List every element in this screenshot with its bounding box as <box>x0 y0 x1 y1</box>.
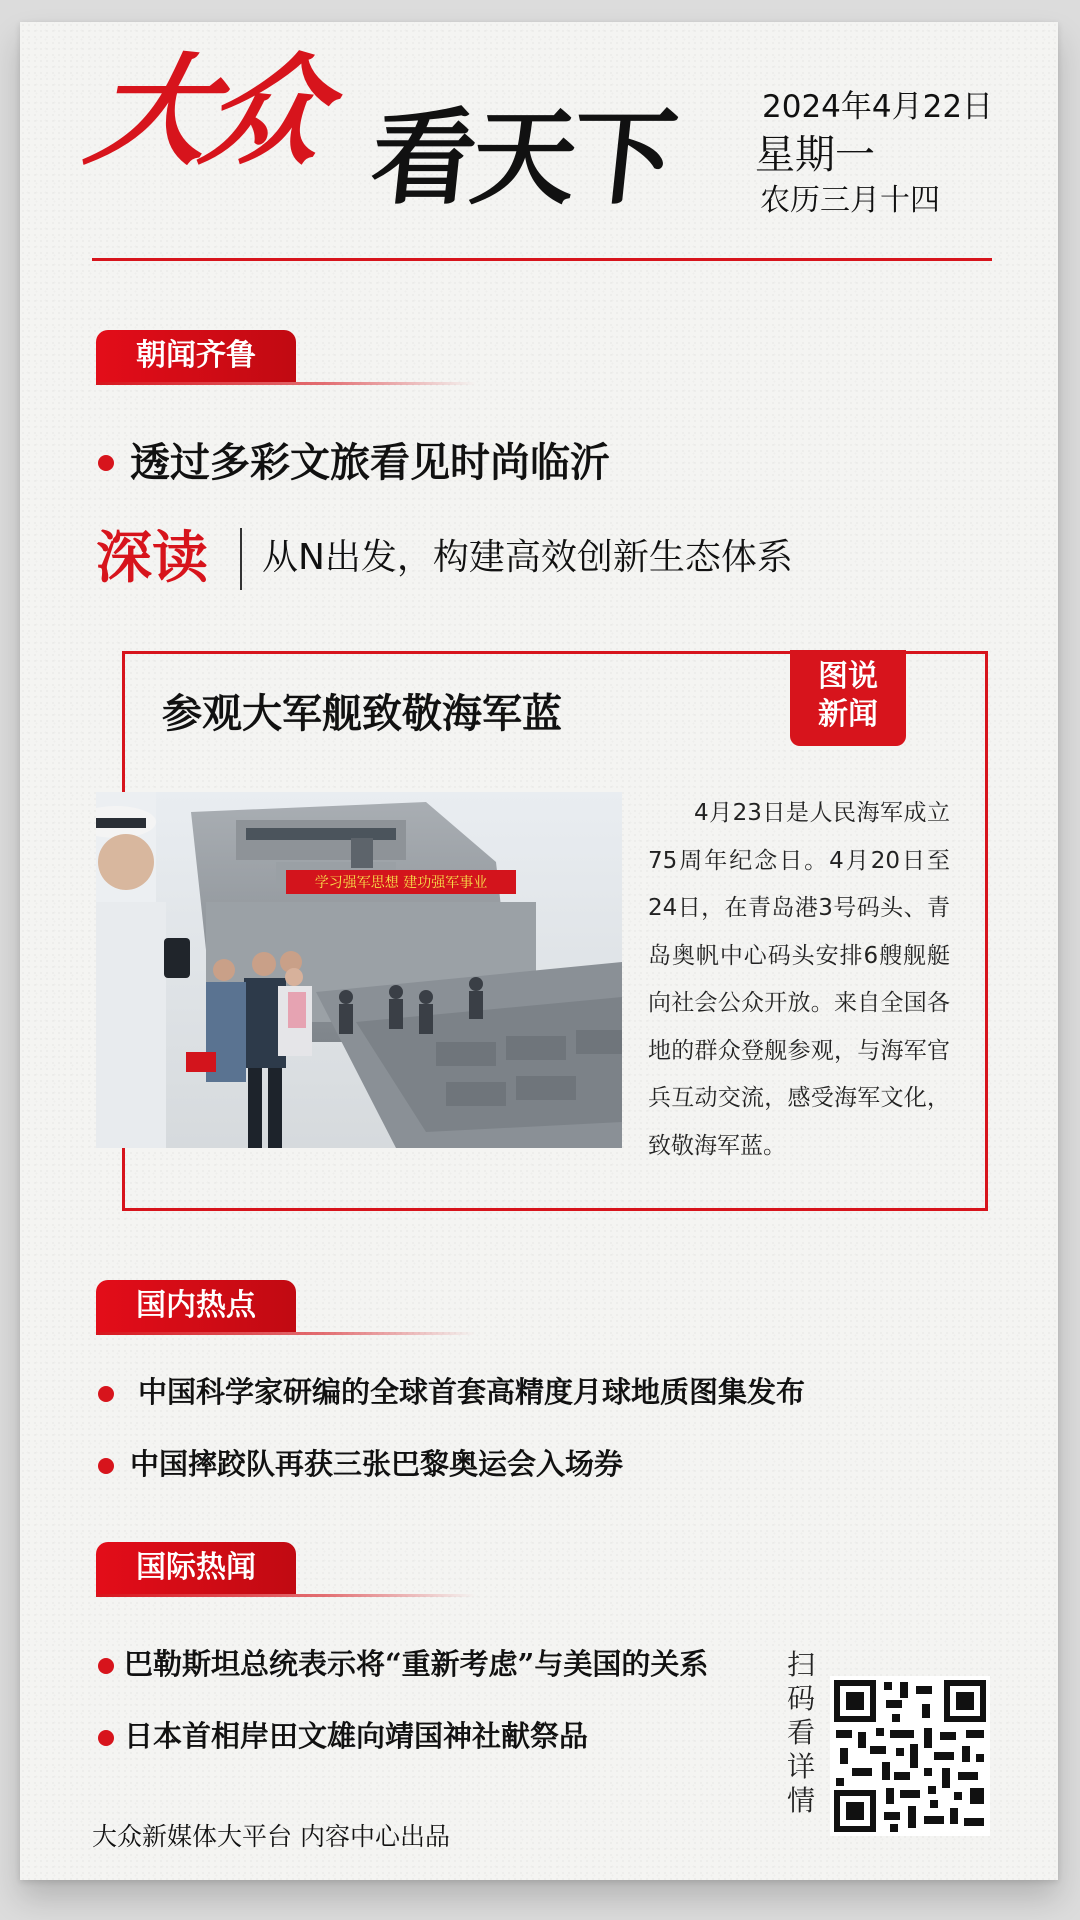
scan-prompt <box>786 1648 816 1818</box>
footer-credit: 大众新媒体大平台 内容中心出品 <box>92 1822 450 1851</box>
date-text: 2024年4月22日 <box>762 89 994 125</box>
international-news-item[interactable]: 巴勒斯坦总统表示将“重新考虑”与美国的关系 <box>124 1647 709 1681</box>
headline-linyi[interactable]: 透过多彩文旅看见时尚临沂 <box>130 439 610 486</box>
badge-line-2: 新闻 <box>818 697 878 732</box>
scan-char: 情 <box>786 1784 815 1817</box>
qr-code[interactable] <box>830 1676 990 1836</box>
photo-news-badge <box>790 650 906 746</box>
ship-banner-text: 学习强军思想 建功强军事业 <box>314 875 488 891</box>
masthead-divider <box>92 258 992 261</box>
badge-line-1: 图说 <box>818 659 878 694</box>
scan-char: 码 <box>786 1682 815 1715</box>
weekday-text: 星期一 <box>755 132 875 178</box>
section-tag-morning: 朝闻齐鲁 <box>96 330 296 382</box>
photo-news-title[interactable]: 参观大军舰致敬海军蓝 <box>162 690 562 737</box>
section-underline-morning <box>96 382 476 385</box>
section-tag-domestic: 国内热点 <box>96 1280 296 1332</box>
deep-read-divider <box>240 528 242 590</box>
logo-black-text: 看天下 <box>365 97 679 219</box>
bullet-dot <box>98 455 114 471</box>
domestic-news-item[interactable]: 中国科学家研编的全球首套高精度月球地质图集发布 <box>138 1375 806 1409</box>
deep-read-label: 深读 <box>96 525 208 591</box>
bullet-dot <box>98 1386 114 1402</box>
deep-read-headline[interactable]: 从N出发，构建高效创新生态体系 <box>262 537 793 578</box>
scan-char: 扫 <box>786 1648 815 1681</box>
international-news-item[interactable]: 日本首相岸田文雄向靖国神社献祭品 <box>124 1719 589 1753</box>
bullet-dot <box>98 1730 114 1746</box>
scan-char: 详 <box>786 1750 815 1783</box>
lunar-date-text: 农历三月十四 <box>760 183 940 218</box>
photo-news-body: 4月23日是人民海军成立75周年纪念日。4月20日至24日，在青岛港3号码头、青岛奥帆中心码头安排6艘舰艇向社会公众开放。来自全国各地的群众登舰参观，与海军官兵互动交流，感受海军文化，致敬海军蓝。 <box>648 800 950 1159</box>
bullet-dot <box>98 1458 114 1474</box>
logo-red-text: 大众 <box>77 41 336 182</box>
section-underline-international <box>96 1594 476 1597</box>
section-tag-international: 国际热闻 <box>96 1542 296 1594</box>
bullet-dot <box>98 1658 114 1674</box>
scan-char: 看 <box>786 1716 815 1749</box>
warship-photo <box>96 792 622 1148</box>
domestic-news-item[interactable]: 中国摔跤队再获三张巴黎奥运会入场券 <box>130 1447 624 1481</box>
section-underline-domestic <box>96 1332 476 1335</box>
